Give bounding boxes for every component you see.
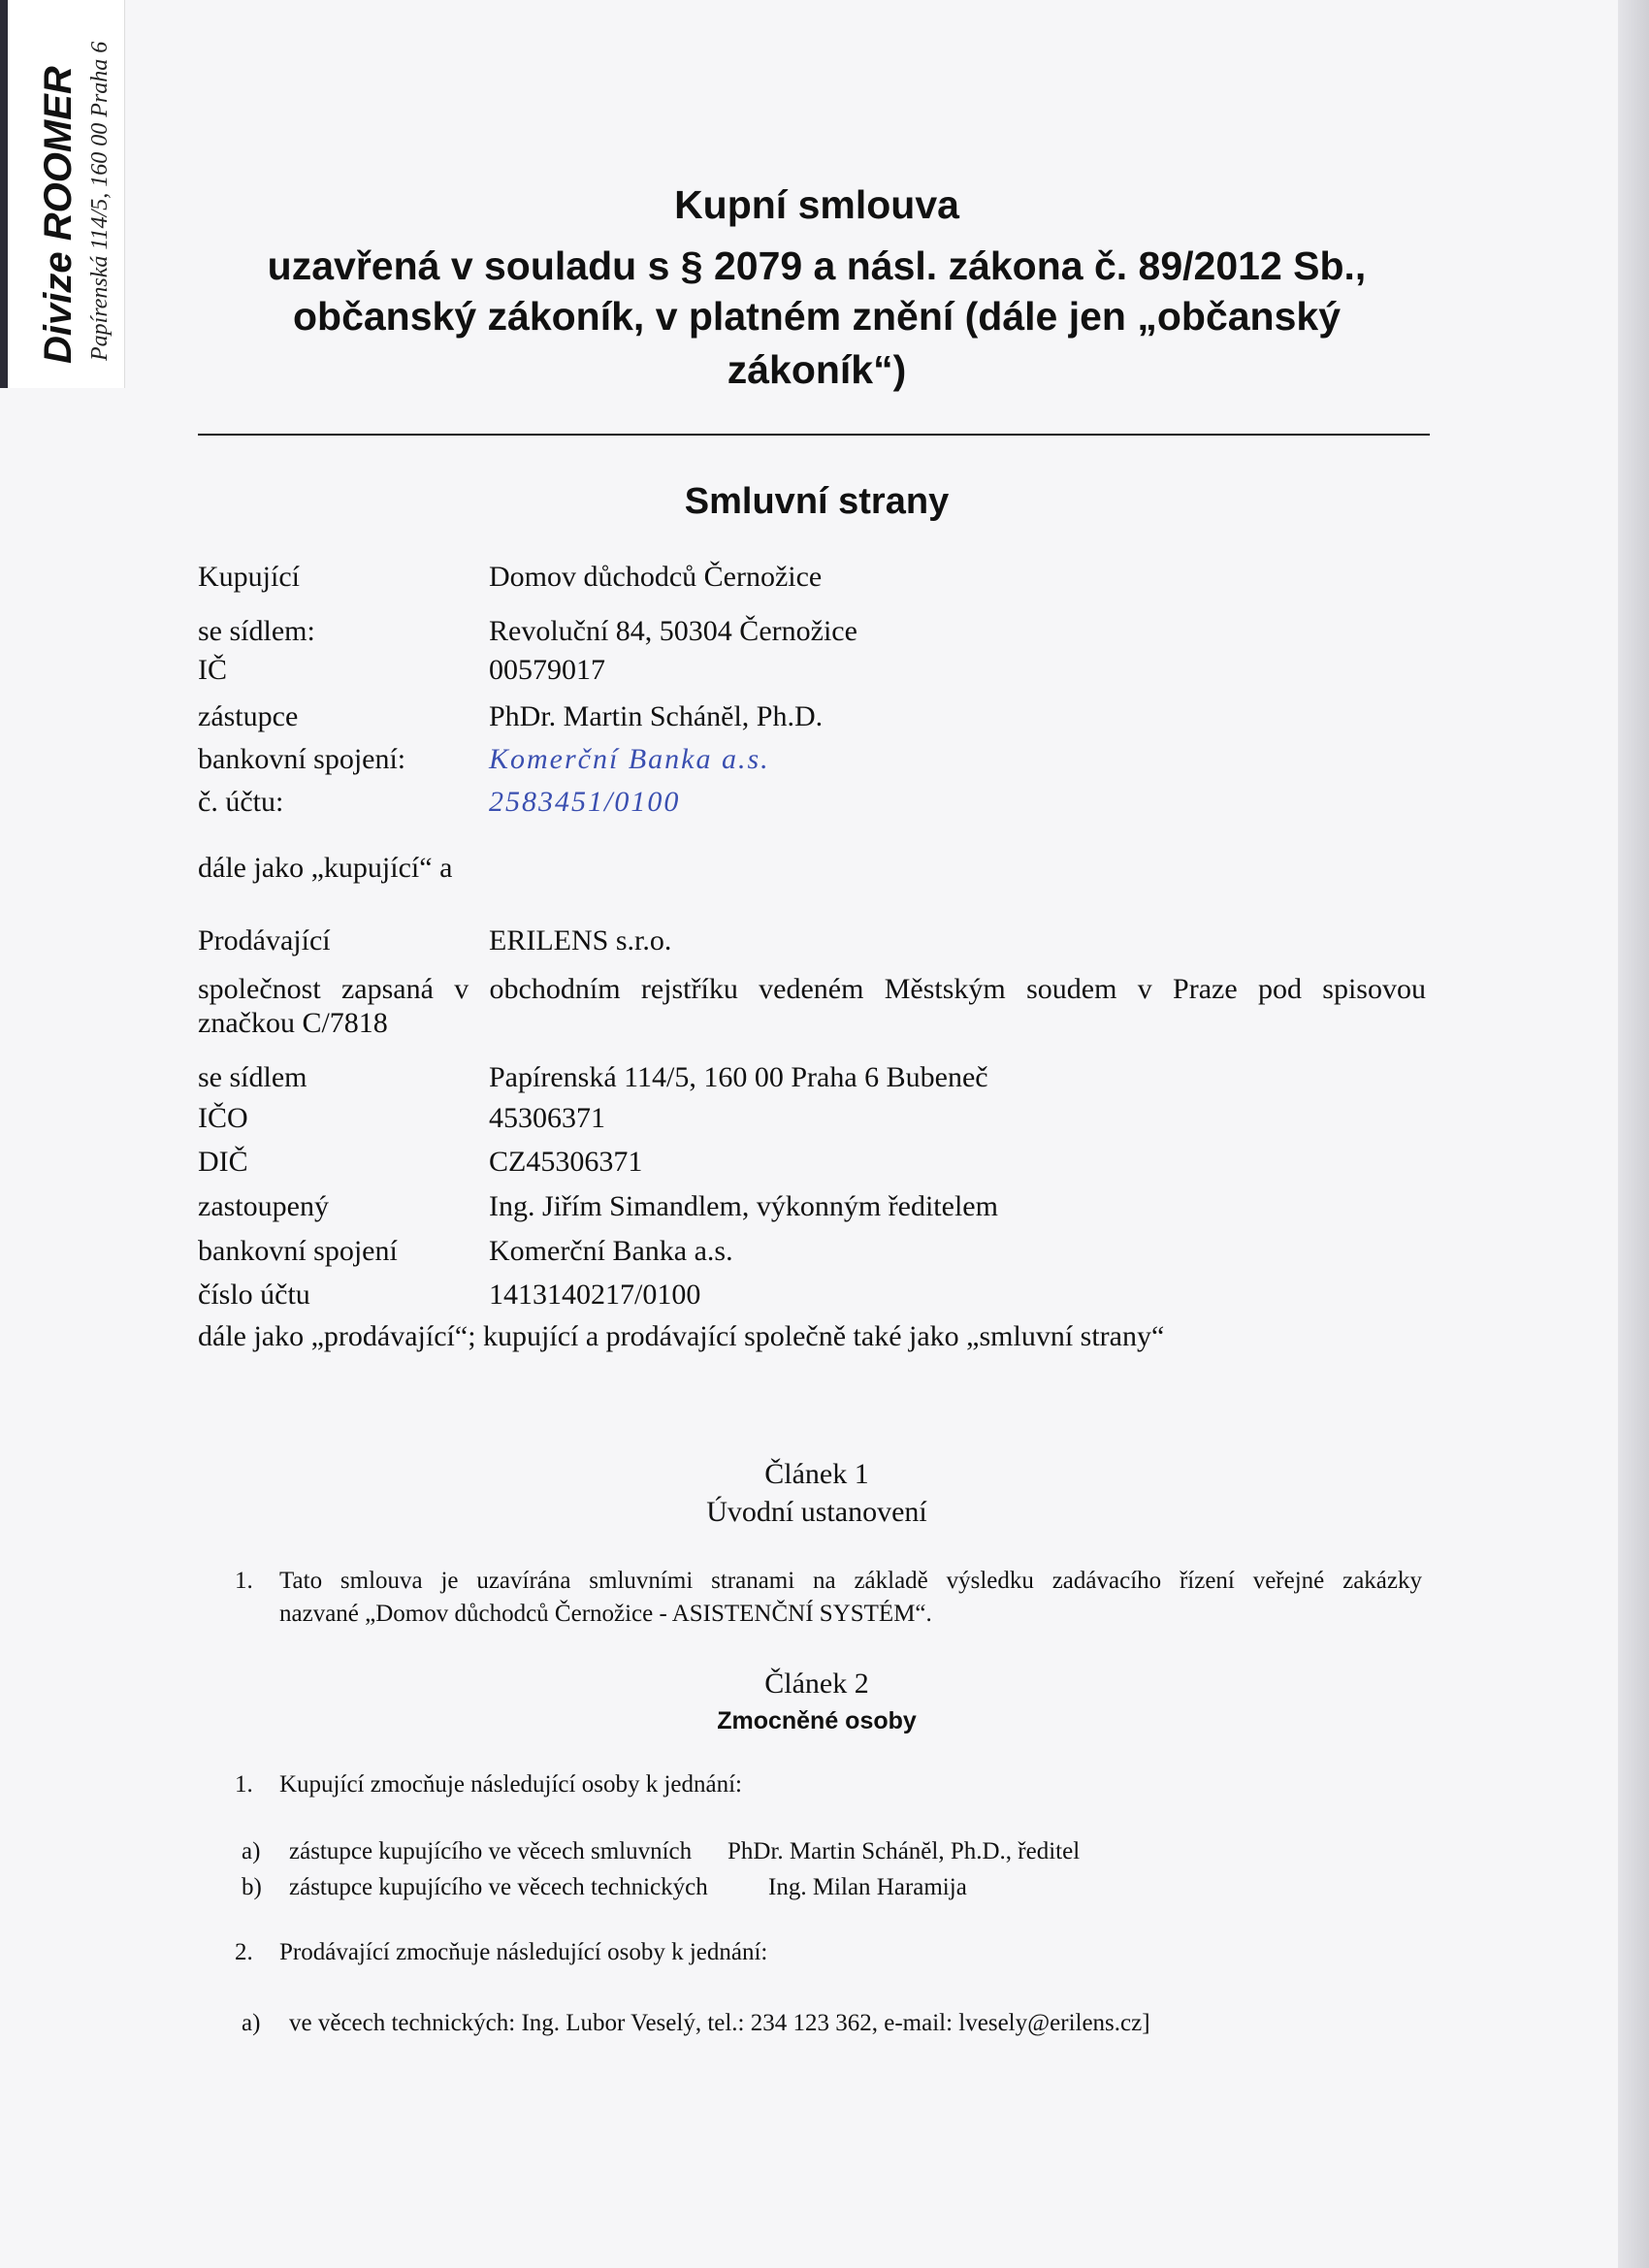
buyer-account-handwritten: 2583451/0100 xyxy=(489,786,681,818)
seller-seat: Papírenská 114/5, 160 00 Praha 6 Bubeneč xyxy=(489,1061,988,1093)
stamp-address: Papírenská 114/5, 160 00 Praha 6 xyxy=(87,41,113,361)
seller-bank: Komerční Banka a.s. xyxy=(489,1235,733,1267)
article1-number: Článek 1 xyxy=(764,1458,869,1490)
subitem-letter: b) xyxy=(242,1874,262,1900)
subitem-person: Ing. Milan Haramija xyxy=(768,1874,967,1900)
seller-account: 1413140217/0100 xyxy=(489,1279,701,1311)
buyer-seat: Revoluční 84, 50304 Černožice xyxy=(489,615,857,647)
buyer-rep: PhDr. Martin Schánĕl, Ph.D. xyxy=(489,700,824,732)
seller-dic: CZ45306371 xyxy=(489,1146,643,1178)
buyer-ic-label: IČ xyxy=(198,654,227,686)
buyer-alias: dále jako „kupující“ a xyxy=(198,852,453,884)
buyer-account-label: č. účtu: xyxy=(198,786,284,818)
article2-number: Článek 2 xyxy=(764,1668,869,1700)
parties-heading: Smluvní strany xyxy=(684,481,950,522)
subitem-letter: a) xyxy=(242,2010,261,2036)
item-number: 2. xyxy=(235,1939,253,1965)
seller-label: Prodávající xyxy=(198,924,331,956)
subtitle-line: uzavřená v souladu s § 2079 a násl. zákona č. 89/2012 Sb., xyxy=(267,243,1367,288)
article1-title: Úvodní ustanovení xyxy=(706,1496,927,1528)
item-number: 1. xyxy=(235,1568,253,1594)
buyer-rep-label: zástupce xyxy=(198,700,299,732)
item-text: Kupující zmocňuje následující osoby k jednání: xyxy=(279,1771,742,1798)
divider xyxy=(198,434,1430,436)
seller-alias: dále jako „prodávající“; kupující a prodávající společně také jako „smluvní strany“ xyxy=(198,1320,1165,1352)
buyer-bank-label: bankovní spojení: xyxy=(198,743,406,775)
seller-rep-label: zastoupený xyxy=(198,1190,329,1222)
item-text: Tato smlouva je uzavírána smluvními stranami na základě výsledku zadávacího řízení veřejné zakázky xyxy=(279,1568,1422,1594)
subitem-text: zástupce kupujícího ve věcech smluvních xyxy=(289,1838,693,1864)
item-text: nazvané „Domov důchodců Černožice - ASISTENČNÍ SYSTÉM“. xyxy=(279,1601,932,1627)
buyer-bank-handwritten: Komerční Banka a.s. xyxy=(489,743,770,775)
seller-bank-label: bankovní spojení xyxy=(198,1235,398,1267)
stamp-brand: Divize ROOMER xyxy=(37,66,80,364)
company-stamp xyxy=(8,0,125,388)
buyer-ic: 00579017 xyxy=(489,654,605,686)
seller-registration: společnost zapsaná v obchodním rejstříku vedeném Městským soudem v Praze pod spisovou xyxy=(198,973,1426,1005)
item-text: Prodávající zmocňuje následující osoby k jednání: xyxy=(279,1939,768,1965)
seller-ico-label: IČO xyxy=(198,1102,248,1134)
subitem-person: PhDr. Martin Schánĕl, Ph.D., ředitel xyxy=(728,1838,1081,1864)
seller-rep: Ing. Jiřím Simandlem, výkonným ředitelem xyxy=(489,1190,998,1222)
buyer-seat-label: se sídlem: xyxy=(198,615,315,647)
seller-seat-label: se sídlem xyxy=(198,1061,307,1093)
document-title: Kupní smlouva xyxy=(674,182,959,227)
seller-registration: značkou C/7818 xyxy=(198,1007,388,1039)
buyer-label: Kupující xyxy=(198,561,300,593)
buyer-name: Domov důchodců Černožice xyxy=(489,561,823,593)
seller-account-label: číslo účtu xyxy=(198,1279,310,1311)
item-number: 1. xyxy=(235,1771,253,1798)
page-edge xyxy=(1618,0,1649,2268)
article2-title: Zmocněné osoby xyxy=(717,1707,917,1734)
seller-ico: 45306371 xyxy=(489,1102,605,1134)
subitem-text: ve věcech technických: Ing. Lubor Veselý, tel.: 234 123 362, e-mail: lvesely@erilens.cz] xyxy=(289,2010,1150,2036)
subtitle-line: občanský zákoník, v platném znění (dále jen „občanský xyxy=(292,294,1341,339)
seller-dic-label: DIČ xyxy=(198,1146,248,1178)
scan-edge xyxy=(0,0,8,388)
subitem-text: zástupce kupujícího ve věcech technických xyxy=(289,1874,708,1900)
subtitle-line: zákoník“) xyxy=(727,347,907,392)
seller-name: ERILENS s.r.o. xyxy=(489,924,672,956)
subitem-letter: a) xyxy=(242,1838,261,1864)
